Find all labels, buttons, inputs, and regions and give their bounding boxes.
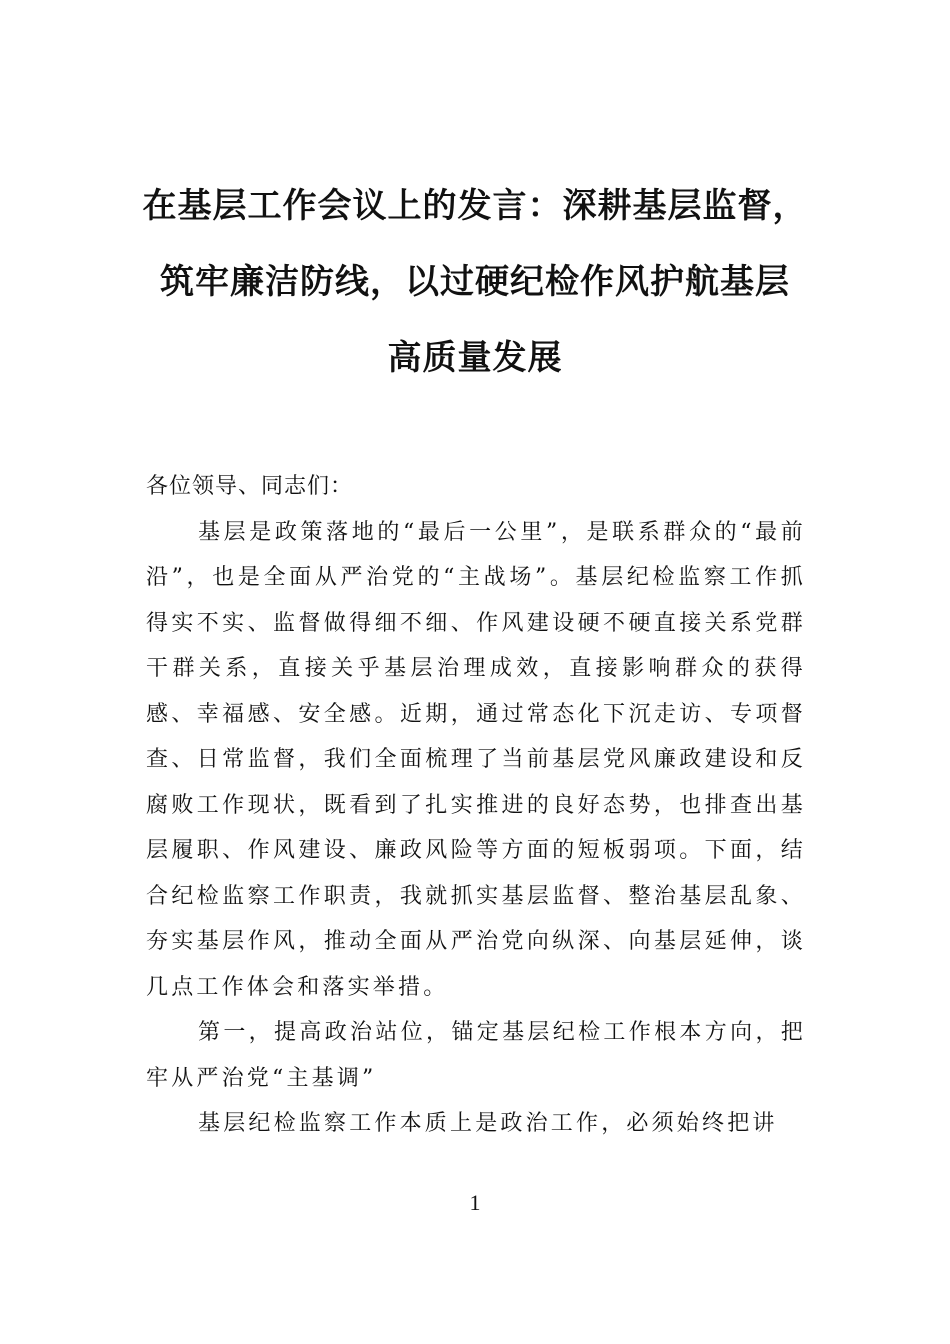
page-number: 1 [469,1190,481,1215]
document-title [140,168,810,396]
section-heading-1: 第一，提高政治站位，锚定基层纪检工作根本方向，把牢从严治党“主基调” [146,1020,806,1091]
salutation: 各位领导、同志们： [146,474,354,499]
document-body [146,464,806,1147]
paragraph-intro: 基层是政策落地的“最后一公里”，是联系群众的“最前沿”，也是全面从严治党的“主战场”。基层纪检监察工作抓得实不实、监督做得细不细、作风建设硬不硬直接关系党群干群关系，直接关乎基层治理成效，直接影响群众的获得感、幸福感、安全感。近期，通过常态化下沉走访、专项督查、日常监督，我们全面梳理了当前基层党风廉政建设和反腐败工作现状，既看到了扎实推进的良好态势，也排查出基层履职、作风建设、廉政风险等方面的短板弱项。下面，结合纪检监察工作职责，我就抓实基层监督、整治基层乱象、夯实基层作风，推动全面从严治党向纵深、向基层延伸，谈几点工作体会和落实举措。 [146,519,806,1000]
title-line-2: 筑牢廉洁防线，以过硬纪检作风护航基层 [160,262,790,302]
paragraph-section-1: 基层纪检监察工作本质上是政治工作，必须始终把讲 [198,1111,778,1136]
title-line-1: 在基层工作会议上的发言：深耕基层监督， [142,186,808,226]
title-line-3: 高质量发展 [387,338,563,378]
